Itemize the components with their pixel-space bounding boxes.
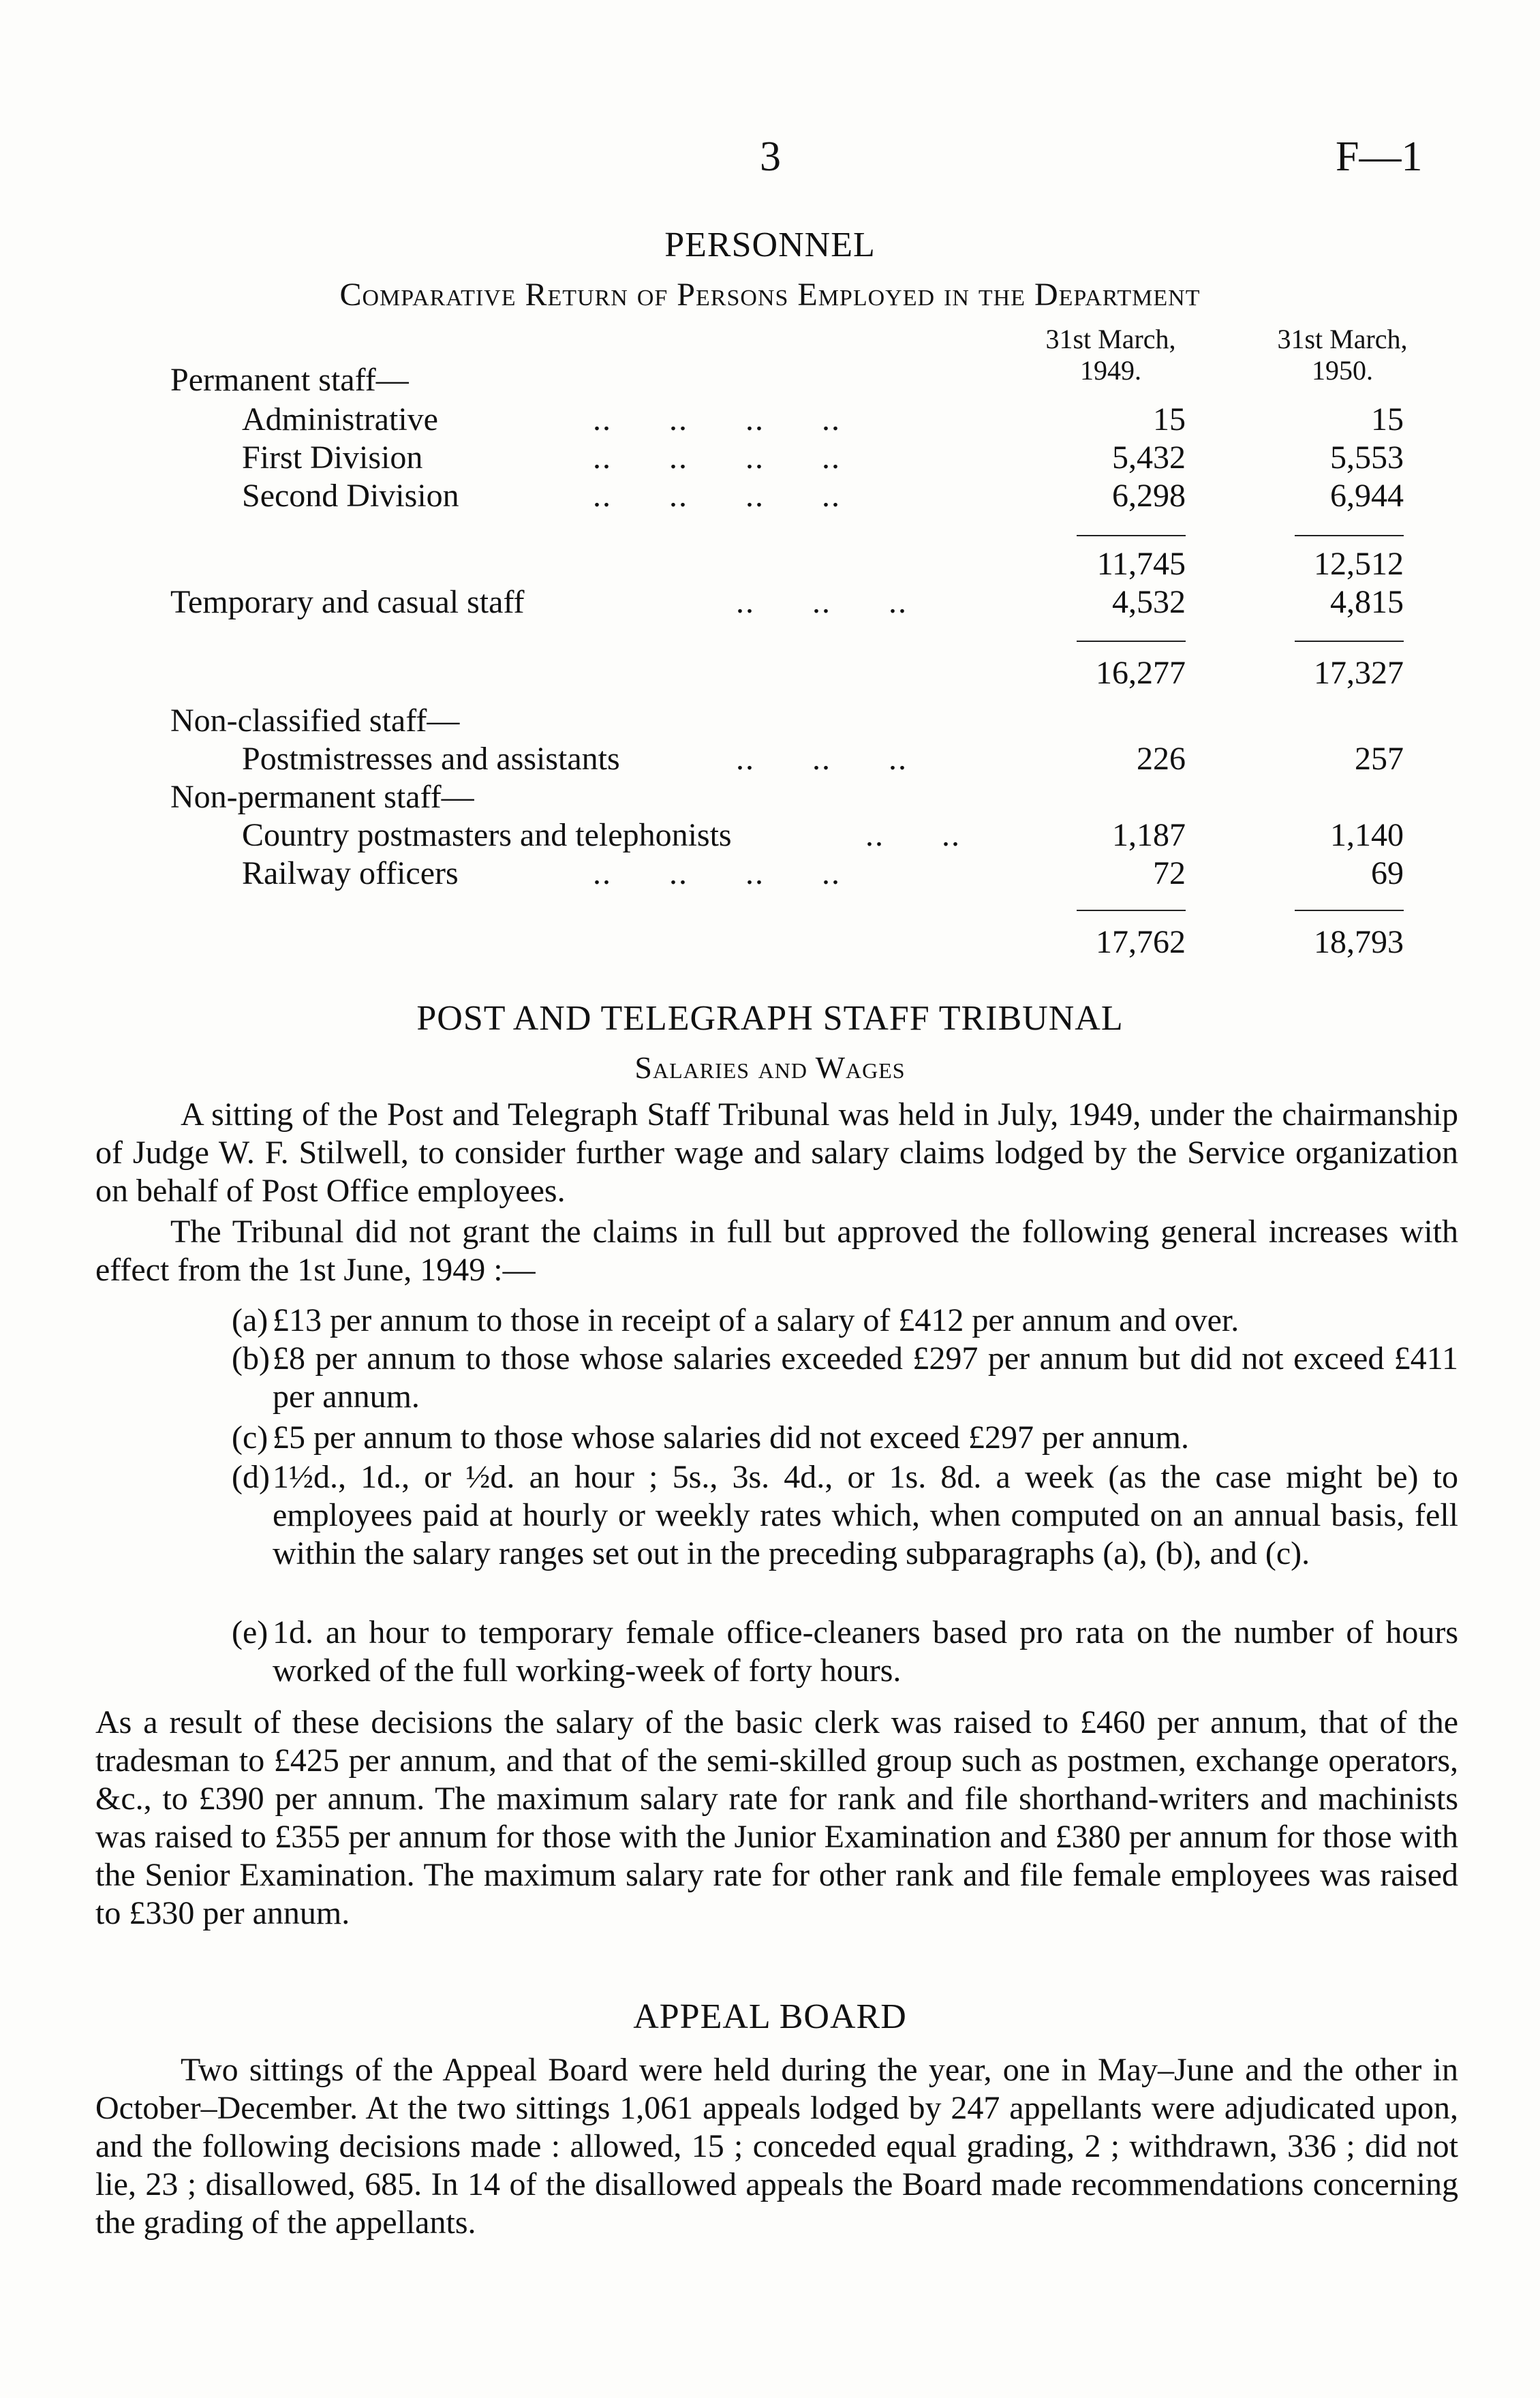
table-row: Administrative .. .. .. .. 15 15 xyxy=(242,401,1404,437)
paragraph: The Tribunal did not grant the claims in full but approved the following general increases with effect from the 1st June, 1949 :— xyxy=(95,1214,1458,1288)
tribunal-heading: POST AND TELEGRAPH STAFF TRIBUNAL xyxy=(416,999,1124,1038)
list-item: (a) £13 per annum to those in receipt of a salary of £412 per annum and over. xyxy=(232,1302,1239,1338)
paragraph: Two sittings of the Appeal Board were held during the year, one in May–June and the other in October–December. At the two sittings 1,061 appeals lodged by 247 appellants were adjudicated upon, and the following decisions made : allowed, 15 ; conceded equal grading, 2 ; withdrawn, 336 ; did not lie, 23 ; disallowed, 685. In 14 of the disallowed appeals the Board made recommendations concerning the grading of the appellants. xyxy=(95,2052,1458,2241)
rule xyxy=(1077,535,1186,536)
paragraph: A sitting of the Post and Telegraph Staff Tribunal was held in July, 1949, under the chairmanship of Judge W. F. Stilwell, to consider further wage and salary claims lodged by the Service organization on behalf of Post Office employees. xyxy=(95,1096,1458,1209)
table-row: Second Division .. .. .. .. 6,298 6,944 xyxy=(242,478,1404,514)
list-item: (c) £5 per annum to those whose salaries did not exceed £297 per annum. xyxy=(232,1419,1189,1456)
table-row: 11,745 12,512 xyxy=(1096,546,1404,582)
personnel-subheading: Comparative Return of Persons Employed in the Department xyxy=(339,277,1201,313)
rule xyxy=(1077,910,1186,911)
appeal-heading: APPEAL BOARD xyxy=(633,1997,907,2036)
column-header-1950: 31st March, 1950. xyxy=(1277,324,1408,386)
paragraph: As a result of these decisions the salary of the basic clerk was raised to £460 per annum, that of the tradesman to £425 per annum, and that of the semi-skilled group such as postmen, exchange operators, &c., to £390 per annum. The maximum salary rate for rank and file shorthand-writers and machinists was raised to £355 per annum for those with the Junior Examination and £380 per annum for those with the Senior Examination. The maximum salary rate for other rank and file female employees was raised to £330 per annum. xyxy=(95,1704,1458,1931)
table-row: Temporary and casual staff .. .. .. 4,532 4,815 xyxy=(170,584,1404,620)
table-row: Non-classified staff— xyxy=(170,703,460,739)
table-row: Country postmasters and telephonists .. .. 1,187 1,140 xyxy=(242,817,1404,853)
personnel-heading: PERSONNEL xyxy=(664,226,876,264)
table-row: Non-permanent staff— xyxy=(170,779,474,815)
column-header-1949: 31st March, 1949. xyxy=(1045,324,1176,386)
document-reference: F—1 xyxy=(1336,134,1423,180)
table-row: 17,762 18,793 xyxy=(1096,924,1404,960)
rule xyxy=(1295,535,1404,536)
list-item: (b) £8 per annum to those whose salaries exceeded £297 per annum but did not exceed £411 per annum. xyxy=(232,1340,1458,1415)
rule xyxy=(1077,641,1186,642)
rule xyxy=(1295,641,1404,642)
table-row: Railway officers .. .. .. .. 72 69 xyxy=(242,855,1404,891)
tribunal-subheading: Salaries and Wages xyxy=(634,1050,906,1085)
rule xyxy=(1295,910,1404,911)
table-row: Permanent staff— xyxy=(170,362,409,398)
list-item: (d) 1½d., 1d., or ½d. an hour ; 5s., 3s. 4d., or 1s. 8d. a week (as the case might be) to employees paid at hourly or weekly rates which, when computed on an annual basis, fell within the salary ranges set out in the preceding subparagraphs (a), (b), and (c). xyxy=(232,1459,1458,1571)
table-row: First Division .. .. .. .. 5,432 5,553 xyxy=(242,440,1404,476)
list-item: (e) 1d. an hour to temporary female office-cleaners based pro rata on the number of hours worked of the full working-week of forty hours. xyxy=(232,1614,1458,1689)
page-number: 3 xyxy=(760,134,781,180)
table-row: Postmistresses and assistants .. .. .. 226 257 xyxy=(242,741,1404,777)
table-row: 16,277 17,327 xyxy=(1096,655,1404,691)
